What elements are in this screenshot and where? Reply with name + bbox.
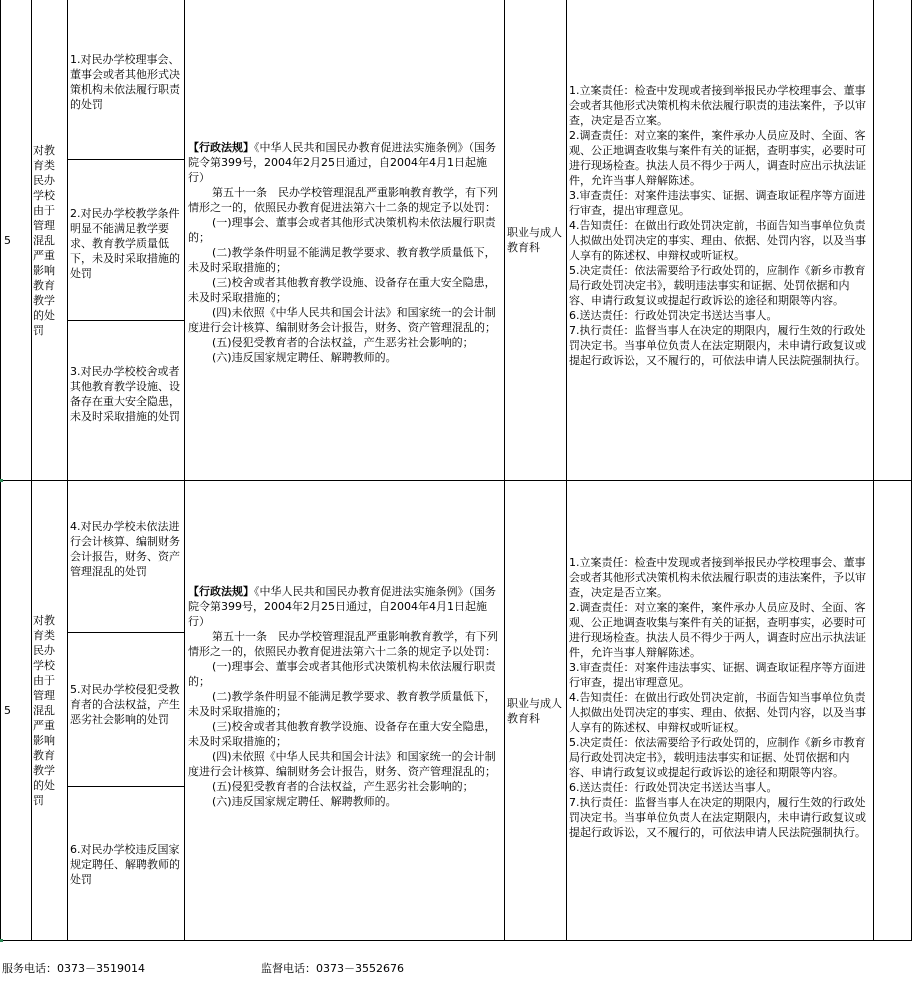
column-divider (566, 0, 567, 941)
department-cell (507, 0, 565, 480)
responsibility-item: 3.审查责任：对案件违法事实、证据、调查取证程序等方面进行审查，提出审理意见。 (569, 661, 866, 689)
responsibility-item: 6.送达责任：行政处罚决定书送达当事人。 (569, 781, 778, 794)
responsibility-item: 5.决定责任：依法需要给予行政处罚的，应制作《新乡市教育局行政处罚决定书》，载明违法事实和证据、处罚依据和内容、申请行政复议或提起行政诉讼的途径和期限等内容。 (569, 736, 866, 779)
department-text: 职业与成人教育科 (507, 696, 562, 725)
category-cell (33, 481, 55, 940)
row-divider (0, 480, 912, 481)
responsibility-item: 1.立案责任：检查中发现或者接到举报民办学校理事会、董事会或者其他形式决策机构未依法履行职责的违法案件，予以审查，决定是否立案。 (569, 84, 866, 127)
item-cell (70, 842, 182, 887)
item-cell (70, 52, 182, 112)
column-divider (873, 0, 874, 941)
responsibility-item: 4.告知责任：在做出行政处罚决定前，书面告知当事单位负责人拟做出处罚决定的事实、理由、依据、处罚内容，以及当事人享有的陈述权、申辩权或听证权。 (569, 691, 866, 734)
column-divider (184, 0, 185, 941)
item-cell (70, 682, 182, 727)
department-text: 职业与成人教育科 (507, 226, 562, 254)
supervise-phone: 监督电话：0373－3552676 (261, 962, 404, 975)
article-clause: (五)侵犯受教育者的合法权益，产生恶劣社会影响的； (212, 780, 474, 793)
article-clause: (四)未依照《中华人民共和国会计法》和国家统一的会计制度进行会计核算、编制财务会计报告，财务、资产管理混乱的； (188, 750, 496, 778)
service-phone: 服务电话：0373－3519014 (2, 962, 145, 975)
article-clause: (五)侵犯受教育者的合法权益，产生恶劣社会影响的； (212, 336, 474, 349)
item-text: 5.对民办学校侵犯受教育者的合法权益，产生恶劣社会影响的处罚 (70, 683, 180, 726)
table-border-right (911, 0, 912, 941)
article-lead: 第五十一条 民办学校管理混乱严重影响教育教学，有下列情形之一的，依照民办教育促进法第六十二条的规定予以处罚： (188, 630, 498, 658)
law-name: 《中华人民共和国民办教育促进法实施条例》（国务院令第399号，2004年2月25日通过，自2004年4月1日起施行） (188, 585, 496, 628)
article-clause: (一)理事会、董事会或者其他形式决策机构未依法履行职责的； (188, 660, 496, 688)
column-divider (504, 0, 505, 941)
item-divider (67, 320, 185, 321)
responsibility-item: 3.审查责任：对案件违法事实、证据、调查取证程序等方面进行审查，提出审理意见。 (569, 189, 866, 217)
responsibility-item: 2.调查责任：对立案的案件，案件承办人员应及时、全面、客观、公正地调查收集与案件有关的证据，查明事实，必要时可进行现场检查。执法人员不得少于两人，调查时应出示执法证件，允许当事人辩解陈述。 (569, 129, 866, 187)
responsibility-item: 4.告知责任：在做出行政处罚决定前，书面告知当事单位负责人拟做出处罚决定的事实、理由、依据、处罚内容，以及当事人享有的陈述权、申辩权或听证权。 (569, 219, 866, 262)
table-border-bottom (0, 940, 912, 941)
article-clause: (二)教学条件明显不能满足教学要求、教育教学质量低下，未及时采取措施的； (188, 690, 496, 718)
article-lead: 第五十一条 民办学校管理混乱严重影响教育教学，有下列情形之一的，依照民办教育促进法第六十二条的规定予以处罚： (188, 186, 498, 214)
law-name: 《中华人民共和国民办教育促进法实施条例》（国务院令第399号，2004年2月25日通过，自2004年4月1日起施行） (188, 141, 496, 184)
item-divider (67, 159, 185, 160)
column-divider (67, 0, 68, 941)
row-index (4, 0, 30, 480)
item-divider (67, 632, 185, 633)
item-cell (70, 519, 182, 579)
article-clause: (一)理事会、董事会或者其他形式决策机构未依法履行职责的； (188, 216, 496, 244)
article-clause: (六)违反国家规定聘任、解聘教师的。 (212, 795, 397, 808)
department-cell (507, 481, 565, 940)
item-cell (70, 206, 182, 281)
item-text: 3.对民办学校校舍或者其他教育教学设施、设备存在重大安全隐患，未及时采取措施的处罚 (70, 365, 180, 423)
article-clause: (二)教学条件明显不能满足教学要求、教育教学质量低下，未及时采取措施的； (188, 246, 496, 274)
responsibility-item: 7.执行责任：监督当事人在决定的期限内，履行生效的行政处罚决定书。当事单位负责人在法定期限内，未申请行政复议或提起行政诉讼，又不履行的，可依法申请人民法院强制执行。 (569, 796, 866, 839)
item-text: 6.对民办学校违反国家规定聘任、解聘教师的处罚 (70, 843, 180, 886)
article-clause: (三)校舍或者其他教育教学设施、设备存在重大安全隐患，未及时采取措施的； (188, 720, 496, 748)
item-divider (67, 786, 185, 787)
article-clause: (三)校舍或者其他教育教学设施、设备存在重大安全隐患，未及时采取措施的； (188, 276, 496, 304)
responsibility-item: 2.调查责任：对立案的案件，案件承办人员应及时、全面、客观、公正地调查收集与案件有关的证据，查明事实，必要时可进行现场检查。执法人员不得少于两人，调查时应出示执法证件，允许当事人辩解陈述。 (569, 601, 866, 659)
table-border-left (0, 0, 1, 941)
article-clause: (四)未依照《中华人民共和国会计法》和国家统一的会计制度进行会计核算、编制财务会计报告，财务、资产管理混乱的； (188, 306, 496, 334)
row-marker (0, 479, 3, 482)
responsibility-item: 1.立案责任：检查中发现或者接到举报民办学校理事会、董事会或者其他形式决策机构未依法履行职责的违法案件，予以审查，决定是否立案。 (569, 556, 866, 599)
category-text: 对教育类民办学校由于管理混乱严重影响教育教学的处罚 (33, 143, 55, 337)
law-type-label: 【行政法规】 (188, 585, 254, 598)
item-text: 2.对民办学校教学条件明显不能满足教学要求、教育教学质量低下，未及时采取措施的处罚 (70, 207, 180, 280)
responsibility-item: 6.送达责任：行政处罚决定书送达当事人。 (569, 309, 778, 322)
row-marker (0, 939, 3, 942)
row-index-text: 5 (4, 233, 11, 247)
category-cell (33, 0, 55, 480)
row-index-text: 5 (4, 704, 11, 717)
legal-basis-cell (188, 584, 501, 809)
article-clause: (六)违反国家规定聘任、解聘教师的。 (212, 351, 397, 364)
item-cell (70, 364, 182, 424)
responsibility-cell (569, 555, 871, 840)
category-text: 对教育类民办学校由于管理混乱严重影响教育教学的处罚 (33, 614, 55, 807)
legal-basis-cell (188, 140, 501, 365)
law-type-label: 【行政法规】 (188, 141, 254, 154)
responsibility-item: 5.决定责任：依法需要给予行政处罚的，应制作《新乡市教育局行政处罚决定书》，载明违法事实和证据、处罚依据和内容、申请行政复议或提起行政诉讼的途径和期限等内容。 (569, 264, 866, 307)
responsibility-cell (569, 83, 871, 368)
row-index (4, 481, 30, 940)
responsibility-item: 7.执行责任：监督当事人在决定的期限内，履行生效的行政处罚决定书。当事单位负责人在法定期限内，未申请行政复议或提起行政诉讼，又不履行的，可依法申请人民法院强制执行。 (569, 324, 866, 367)
item-text: 4.对民办学校未依法进行会计核算、编制财务会计报告，财务、资产管理混乱的处罚 (70, 520, 180, 578)
item-text: 1.对民办学校理事会、董事会或者其他形式决策机构未依法履行职责的处罚 (70, 53, 180, 111)
column-divider (31, 0, 32, 941)
